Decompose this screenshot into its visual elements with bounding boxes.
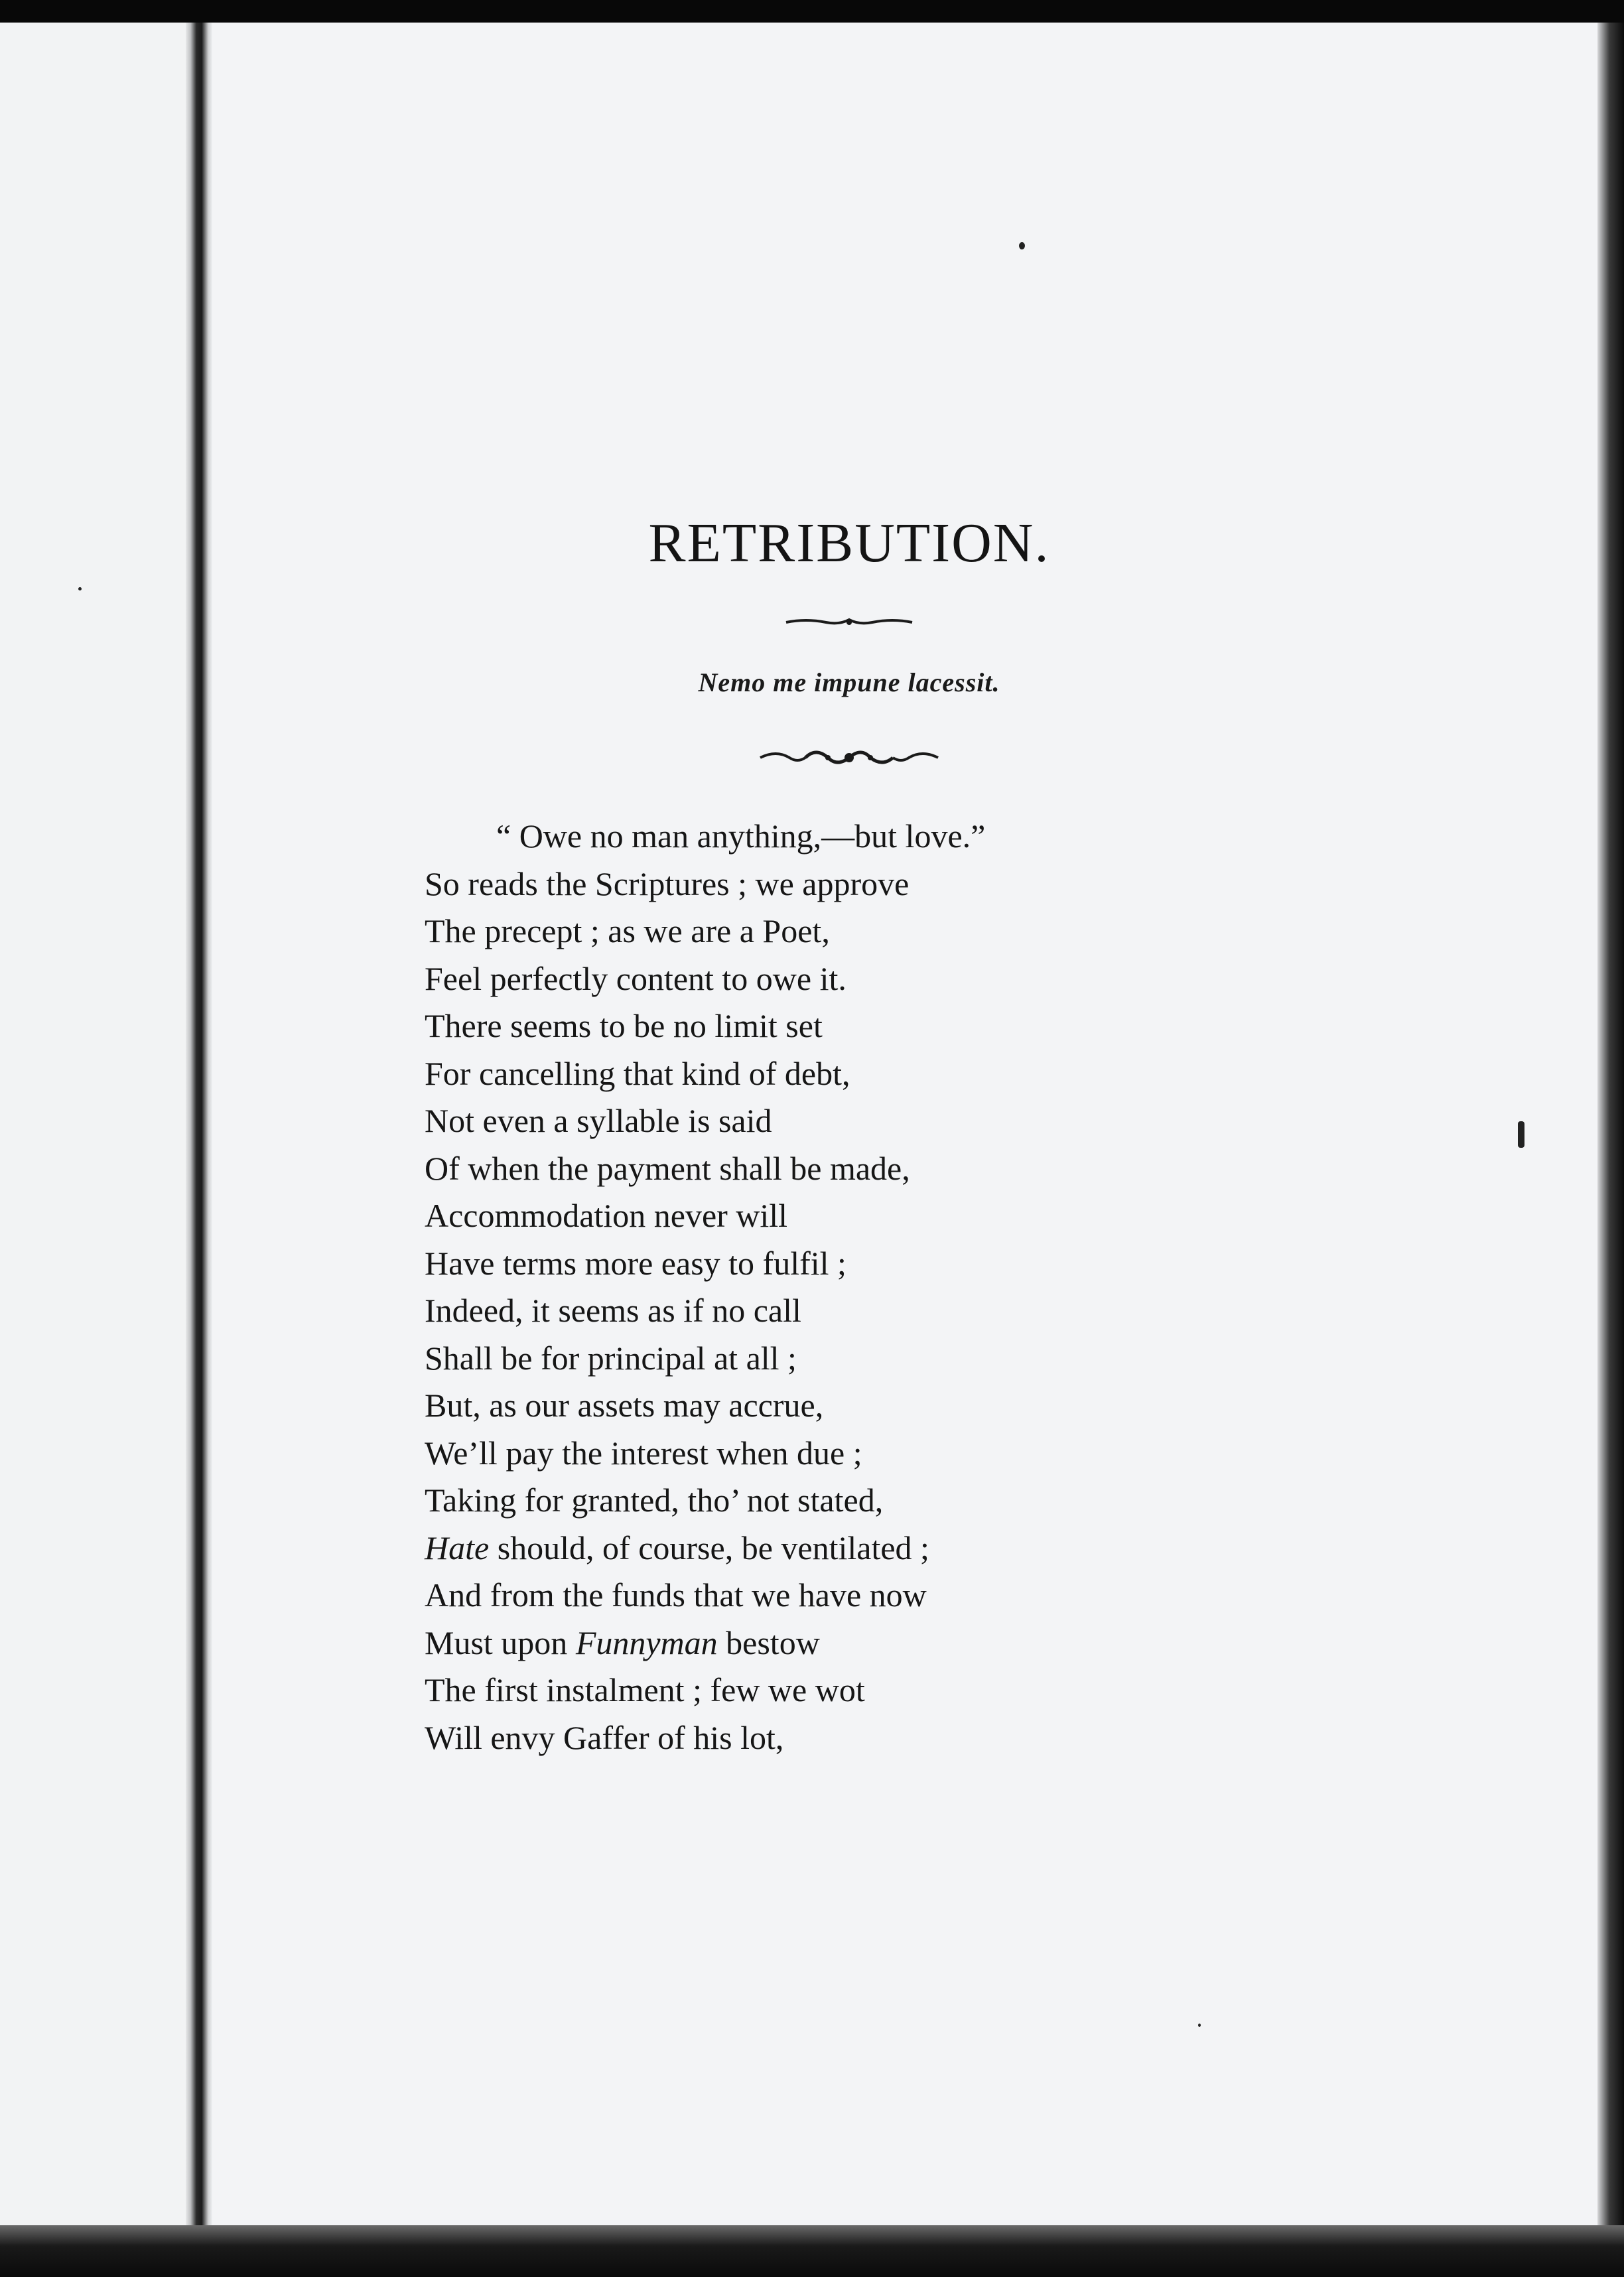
- poem-line: [425, 1620, 1287, 1667]
- poem: [425, 813, 1287, 1761]
- scan-top-edge: [0, 0, 1624, 23]
- epigraph: Nemo me impune lacessit.: [698, 667, 1000, 697]
- poem-line: [425, 813, 1287, 861]
- poem-line-text: Accommodation never will: [425, 1197, 788, 1234]
- scan-speck: [1019, 242, 1025, 249]
- scan-speck: [1518, 1121, 1524, 1148]
- poem-line-italic-text: Funnyman: [575, 1623, 718, 1661]
- poem-line: [425, 1145, 1287, 1193]
- page-title: RETRIBUTION.: [648, 512, 1050, 574]
- poem-line: [425, 1667, 1287, 1714]
- poem-line-text: And from the funds that we have now: [425, 1576, 927, 1614]
- poem-line: [425, 1477, 1287, 1525]
- poem-line-text: should, of course, be ventilated ;: [489, 1529, 929, 1566]
- poem-line: [425, 1002, 1287, 1050]
- poem-line: [425, 1240, 1287, 1288]
- poem-line-text: Not even a syllable is said: [425, 1102, 772, 1139]
- poem-line: [425, 1097, 1287, 1145]
- poem-line: [425, 1525, 1287, 1572]
- poem-line-text: Must upon: [425, 1623, 576, 1661]
- poem-line: [425, 955, 1287, 1003]
- poem-line: [425, 861, 1287, 908]
- scan-right-edge: [1597, 23, 1624, 2277]
- poem-line-text: Will envy Gaffer of his lot,: [425, 1718, 784, 1756]
- poem-line-text: Taking for granted, tho’ not stated,: [425, 1482, 884, 1519]
- scan-bottom-edge: [0, 2225, 1624, 2277]
- poem-line-text: We’ll pay the interest when due ;: [425, 1434, 862, 1472]
- poem-line: [425, 1572, 1287, 1620]
- poem-line: [425, 1335, 1287, 1383]
- poem-line-text: Indeed, it seems as if no call: [425, 1292, 801, 1329]
- poem-line-text: Shall be for principal at all ;: [425, 1339, 797, 1377]
- poem-line: [425, 908, 1287, 955]
- poem-line-text: The precept ; as we are a Poet,: [425, 912, 830, 949]
- scan-speck: [1198, 2024, 1201, 2027]
- poem-line: [425, 1050, 1287, 1098]
- poem-line-text: For cancelling that kind of debt,: [425, 1054, 850, 1092]
- poem-line-italic-text: Hate: [425, 1529, 490, 1566]
- poem-line-text: “ Owe no man anything,—but love.”: [496, 817, 986, 855]
- poem-line: [425, 1714, 1287, 1762]
- poem-line-text: bestow: [717, 1623, 820, 1661]
- poem-line: [425, 1287, 1287, 1335]
- poem-line: [425, 1382, 1287, 1430]
- page-gutter: [186, 23, 212, 2225]
- poem-line-text: But, as our assets may accrue,: [425, 1387, 824, 1424]
- scan-speck: [78, 587, 82, 590]
- poem-line-text: The first instalment ; few we wot: [425, 1671, 865, 1708]
- poem-line-text: Have terms more easy to fulfil ;: [425, 1244, 846, 1282]
- section-ornament: [756, 743, 942, 772]
- left-page-strip: [0, 23, 192, 2225]
- poem-line-text: Feel perfectly content to owe it.: [425, 959, 846, 997]
- poem-line-text: So reads the Scriptures ; we approve: [425, 864, 910, 902]
- poem-line: [425, 1192, 1287, 1240]
- poem-line-text: Of when the payment shall be made,: [425, 1149, 910, 1187]
- poem-line-text: There seems to be no limit set: [425, 1007, 823, 1044]
- title-rule-ornament: [779, 616, 919, 629]
- poem-line: [425, 1430, 1287, 1478]
